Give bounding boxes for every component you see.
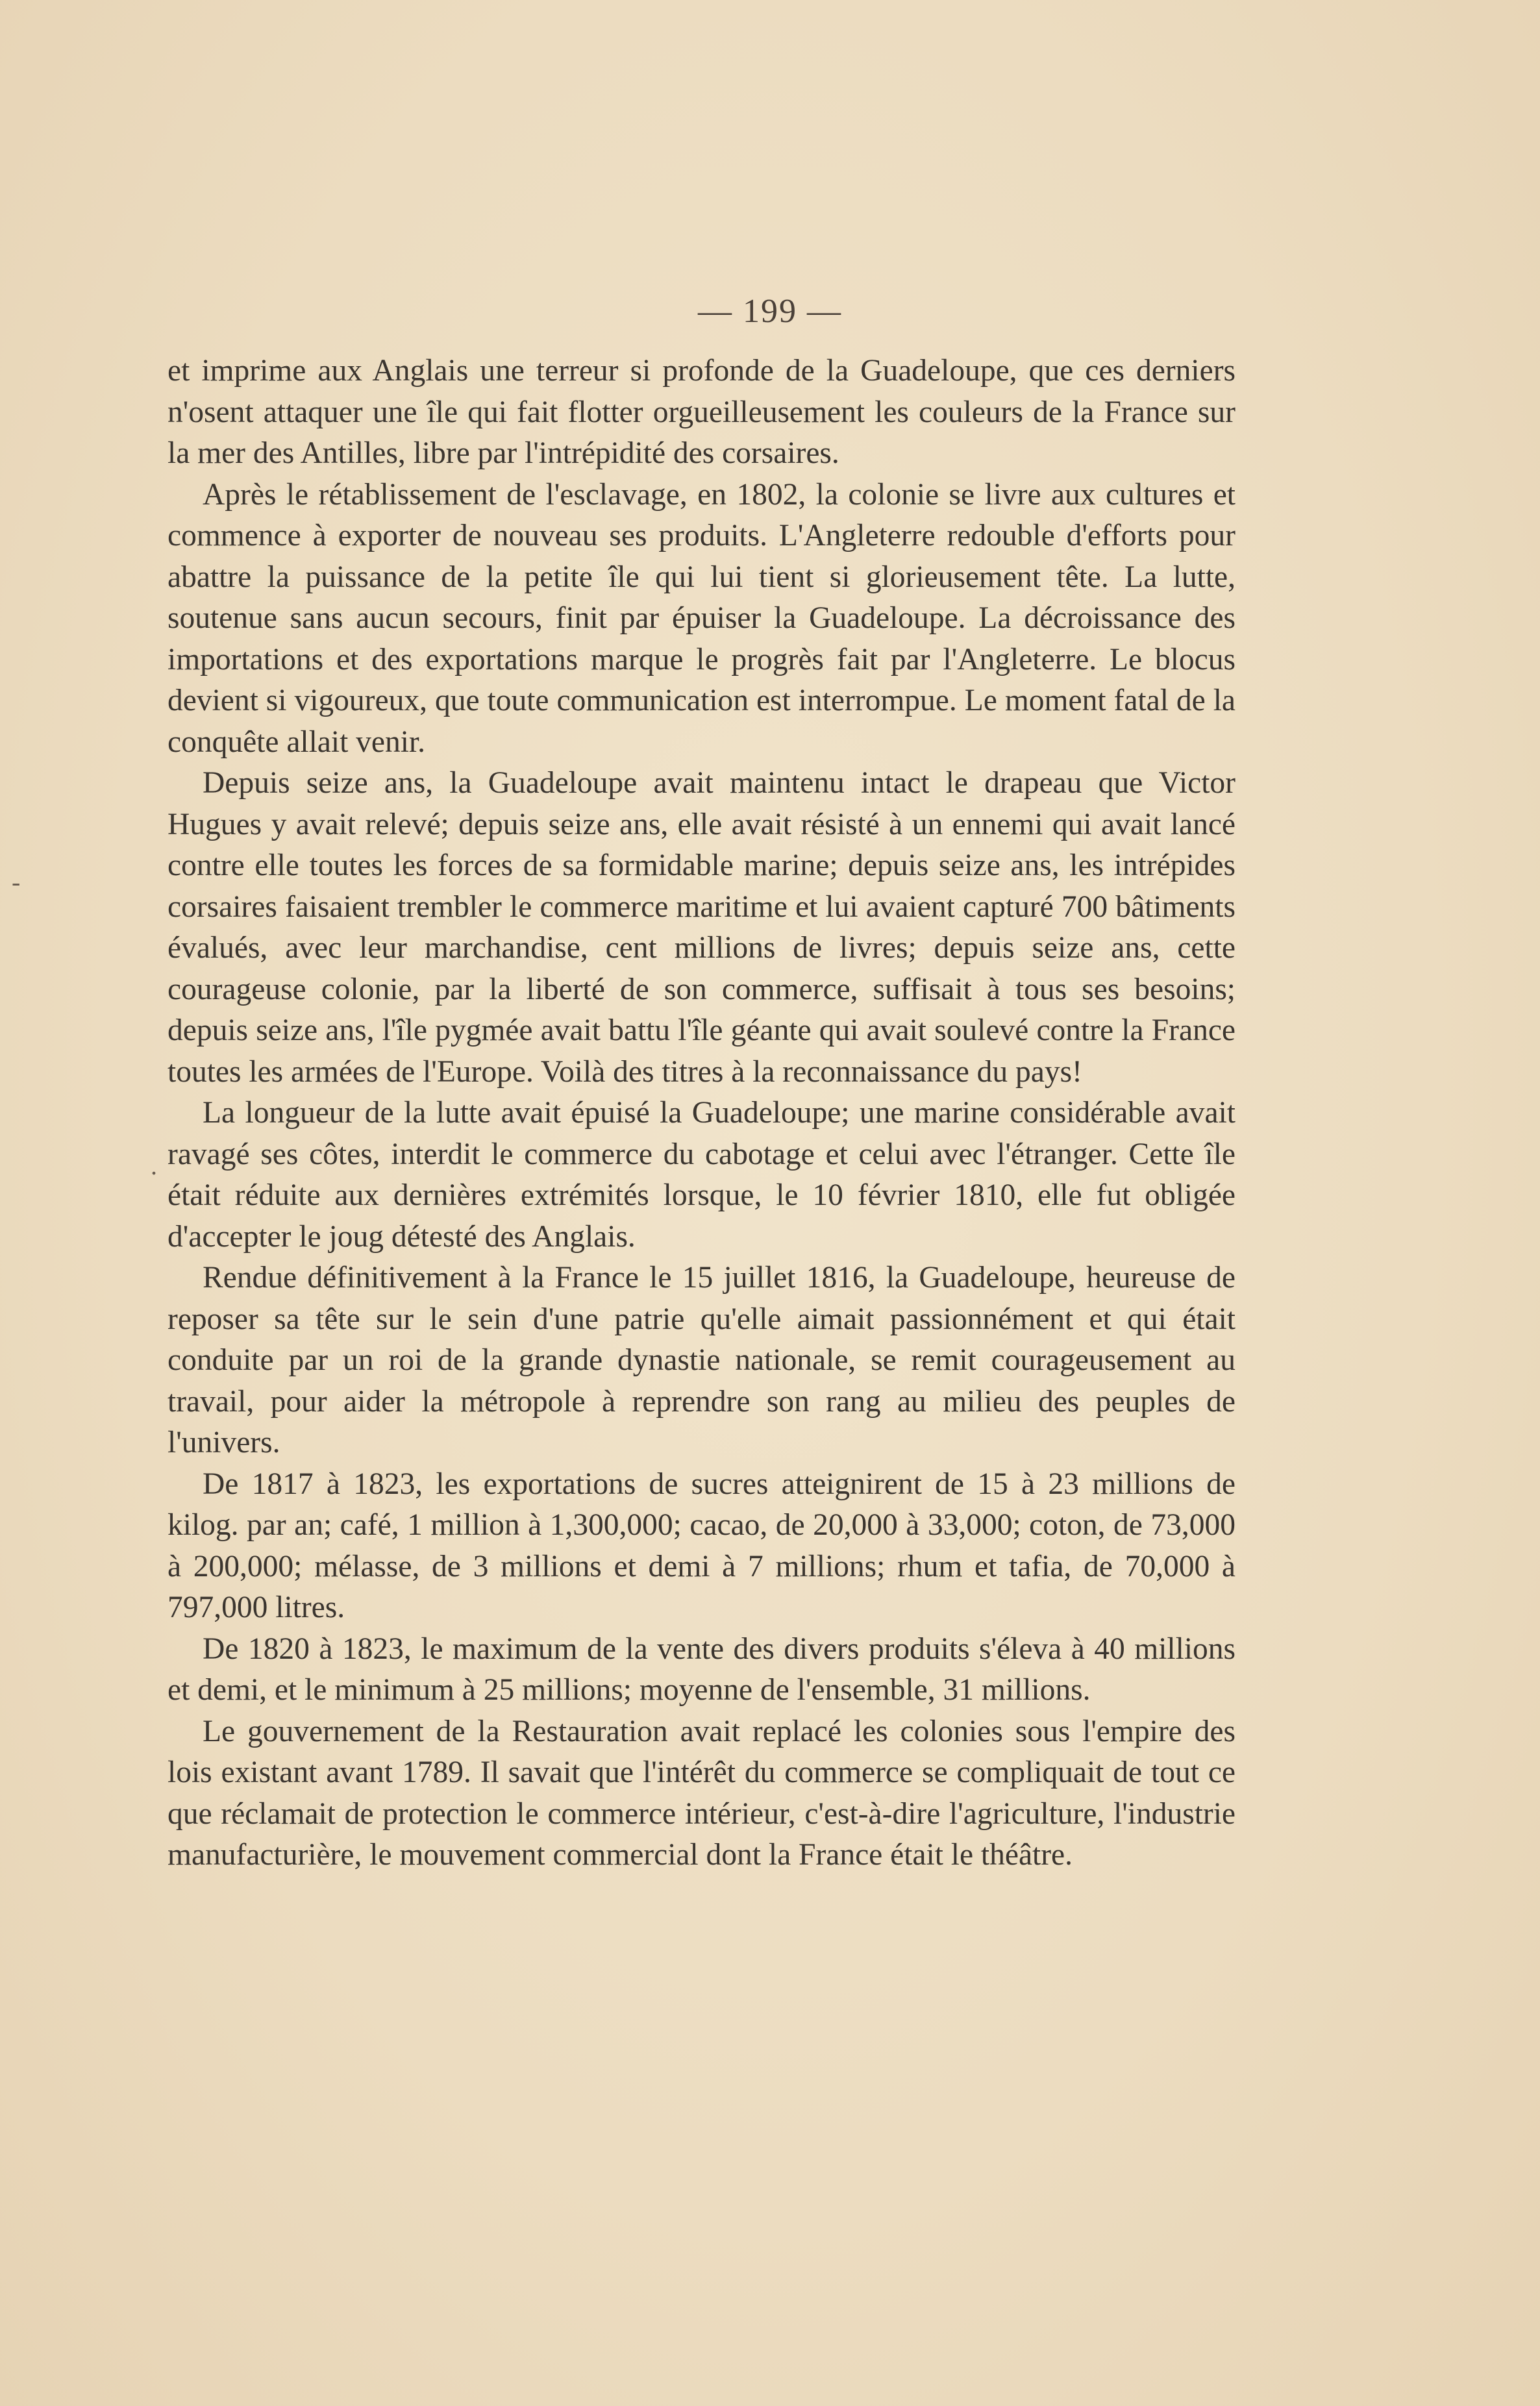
paragraph-2: Après le rétablissement de l'esclavage, en 1802, la colonie se livre aux cultures et commence à exporter de nouveau ses produits. L'Angleterre redouble d'efforts pour abattre la puissance de la petite île qui lui tient si glorieusement tête. La lutte, soutenue sans aucun secours, finit par épuiser la Guadeloupe. La décroissance des importations et des exportations marque le progrès fait par l'Angleterre. Le blocus devient si vigoureux, que toute communication est interrompue. Le moment fatal de la conquête allait venir. [168, 477, 1236, 759]
paragraph-1: et imprime aux Anglais une terreur si profonde de la Guadeloupe, que ces derniers n'osent attaquer une île qui fait flotter orgueilleusement les couleurs de la France sur la mer des Antilles, libre par l'intrépidité des corsaires. [168, 354, 1236, 470]
paragraph-7: De 1820 à 1823, le maximum de la vente des divers produits s'éleva à 40 millions et demi, et le minimum à 25 millions; moyenne de l'ensemble, 31 millions. [168, 1631, 1236, 1707]
paragraph-8: Le gouvernement de la Restauration avait replacé les colonies sous l'empire des lois existant avant 1789. Il savait que l'intérêt du commerce se compliquait de tout ce que réclamait de protection le commerce intérieur, c'est-à-dire l'agriculture, l'industrie manufacturière, le mouvement commercial dont la France était le théâtre. [168, 1714, 1236, 1872]
paragraph-6: De 1817 à 1823, les exportations de sucres atteignirent de 15 à 23 millions de kilog. par an; café, 1 million à 1,300,000; cacao, de 20,000 à 33,000; coton, de 73,000 à 200,000; mélasse, de 3 millions et demi à 7 millions; rhum et tafia, de 70,000 à 797,000 litres. [168, 1467, 1236, 1624]
page-number: — 199 — [698, 293, 842, 330]
paragraph-3: Depuis seize ans, la Guadeloupe avait maintenu intact le drapeau que Victor Hugues y avait relevé; depuis seize ans, elle avait résisté à un ennemi qui avait lancé contre elle toutes les forces de sa formidable marine; depuis seize ans, les intrépides corsaires faisaient trembler le commerce maritime et lui avaient capturé 700 bâtiments évalués, avec leur marchandise, cent millions de livres; depuis seize ans, cette courageuse colonie, par la liberté de son commerce, suffisait à tous ses besoins; depuis seize ans, l'île pygmée avait battu l'île géante qui avait soulevé contre la France toutes les armées de l'Europe. Voilà des titres à la reconnaissance du pays! [168, 766, 1236, 1089]
margin-dot-mark: . [151, 1151, 157, 1180]
body-text [168, 351, 1236, 1876]
paragraph-4: La longueur de la lutte avait épuisé la Guadeloupe; une marine considérable avait ravagé ses côtes, interdit le commerce du cabotage et celui avec l'étranger. Cette île était réduite aux dernières extrémités lorsque, le 10 février 1810, elle fut obligée d'accepter le joug détesté des Anglais. [168, 1096, 1236, 1254]
margin-dash-mark: - [12, 867, 21, 897]
paragraph-5: Rendue définitivement à la France le 15 juillet 1816, la Guadeloupe, heureuse de reposer sa tête sur le sein d'une patrie qu'elle aimait passionnément et qui était conduite par un roi de la grande dynastie nationale, se remit courageusement au travail, pour aider la métropole à reprendre son rang au milieu des peuples de l'univers. [168, 1261, 1236, 1459]
